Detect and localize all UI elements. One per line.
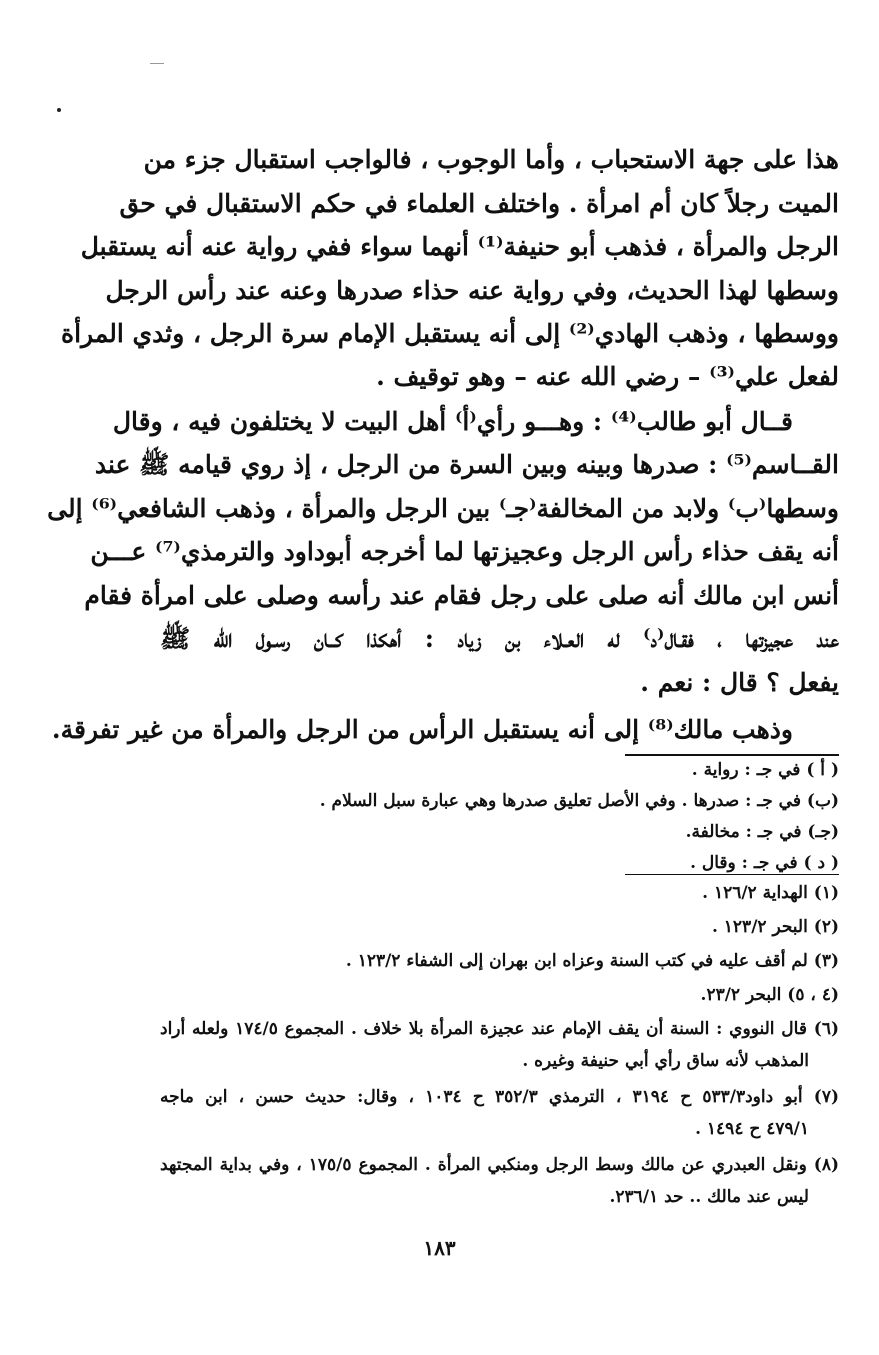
variant-note: ( د ) في جـ : وقال . [690,853,839,873]
body-line: قــال أبو طالب⁽⁴⁾ : وهـــو رأي⁽أ⁾ أهل البيت لا يختلفون فيه ، وقال [112,407,793,436]
footnote: (٢) البحر ١٢٣/٢ . [711,917,839,937]
footnote: (٣) لم أقف عليه في كتب السنة وعزاه ابن بهران إلى الشفاء ١٢٣/٢ . [345,951,839,971]
body-line: أنه يقف حذاء رأس الرجل وعجيزتها لما أخرجه أبوداود والترمذي⁽⁷⁾ عـــن [90,537,839,566]
footnote-continuation: ٤٧٩/١ ح ١٤٩٤ . [695,1119,809,1139]
variant-note: (جـ) في جـ : مخالفة. [685,822,839,842]
body-line: عند عجيزتها ، فقـال⁽د⁾ له العـلاء بن زياد : أهكذا كــان رسـول الله ﷺ [160,624,839,653]
margin-dot [57,108,61,112]
body-line: وسطها⁽ب⁾ ولابد من المخالفة⁽جـ⁾ بين الرجل والمرأة ، وذهب الشافعي⁽⁶⁾ إلى [47,494,839,523]
body-line: الرجل والمرأة ، فذهب أبو حنيفة⁽¹⁾ أنهما سواء ففي رواية عنه أنه يستقبل [80,232,839,261]
footnote: (٧) أبو داود٥٣٣/٣ ح ٣١٩٤ ، الترمذي ٣٥٢/٣ ح ١٠٣٤ ، وقال: حديث حسن ، ابن ماجه [160,1087,839,1107]
top-mark [150,63,164,64]
variant-note: ( أ ) في جـ : رواية . [691,760,839,780]
page-number: ١٨٣ [423,1236,456,1260]
footnote: (١) الهداية ١٢٦/٢ . [702,883,839,903]
body-line: وسطها لهذا الحديث، وفي رواية عنه حذاء صدرها وعنه عند رأس الرجل [105,276,839,305]
body-line: وذهب مالك⁽⁸⁾ إلى أنه يستقبل الرأس من الرجل والمرأة من غير تفرقة. [51,715,793,744]
body-line: لفعل علي⁽³⁾ – رضي الله عنه – وهو توقيف . [376,362,839,391]
footnote-continuation: المذهب لأنه ساق رأي أبي حنيفة وغيره . [522,1051,809,1071]
body-line: ووسطها ، وذهب الهادي⁽²⁾ إلى أنه يستقبل الإمام سرة الرجل ، وثدي المرأة [60,319,839,348]
variant-note: (ب) في جـ : صدرها . وفي الأصل تعليق صدرها وهي عبارة سبل السلام . [319,791,839,811]
body-line: الميت رجلاً كان أم امرأة . واختلف العلماء في حكم الاستقبال في حق [119,189,839,218]
footnote: (٨) ونقل العبدري عن مالك وسط الرجل ومنكبي المرأة . المجموع ١٧٥/٥ ، وفي بداية المجتهد [160,1155,840,1175]
body-line: أنس ابن مالك أنه صلى على رجل فقام عند رأسه وصلى على امرأة فقام [84,581,839,610]
body-line: القــاسم⁽⁵⁾ : صدرها وبينه وبين السرة من الرجل ، إذ روي قيامه ﷺ عند [94,450,839,479]
footnote-continuation: ليس عند مالك .. حد ٢٣٦/١. [609,1187,809,1207]
footnotes-rule [625,874,839,875]
body-line: يفعل ؟ قال : نعم . [640,668,839,697]
footnote: (٦) قال النووي : السنة أن يقف الإمام عند عجيزة المرأة بلا خلاف . المجموع ١٧٤/٥ ولعله أراد [160,1019,839,1039]
footnote: (٤ ، ٥) البحر ٢٣/٢. [700,985,839,1005]
body-line: هذا على جهة الاستحباب ، وأما الوجوب ، فالواجب استقبال جزء من [143,145,839,174]
